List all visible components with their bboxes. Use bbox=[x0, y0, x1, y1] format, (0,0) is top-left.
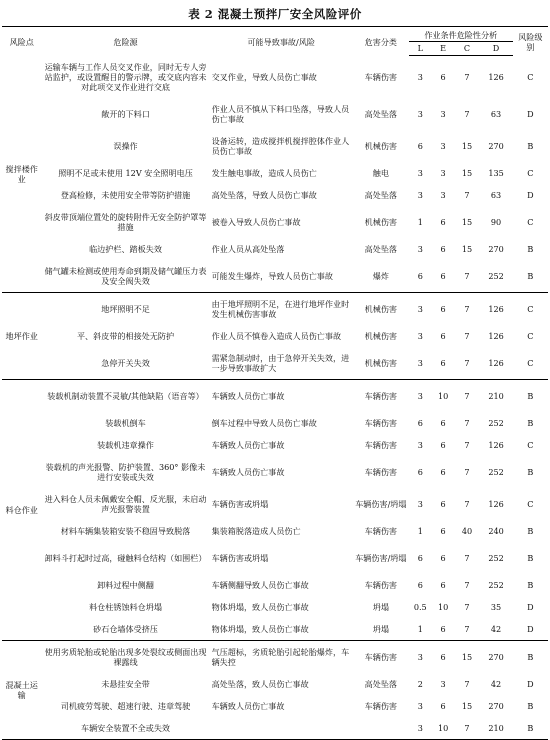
category-cell: 车辆伤害 bbox=[364, 467, 398, 478]
E-cell: 6 bbox=[440, 526, 446, 537]
table-row bbox=[2, 260, 548, 293]
E-cell: 6 bbox=[440, 217, 446, 228]
C-cell: 7 bbox=[464, 331, 470, 342]
hazard-cell: 砂石仓墙体受挤压 bbox=[41, 618, 209, 641]
L-cell: 3 bbox=[417, 190, 423, 201]
table-row bbox=[2, 380, 548, 413]
hazard-cell: 运输车辆与工作人员交叉作业，同时无专人旁站监护，或设置醒目的警示牌，或交底内容未对此项交叉作业进行交底 bbox=[44, 61, 207, 93]
table-row bbox=[2, 596, 548, 618]
table-row bbox=[2, 98, 548, 130]
risk-assessment-table bbox=[2, 26, 548, 740]
category-cell: 机械伤害 bbox=[353, 347, 409, 380]
D-cell: 135 bbox=[488, 168, 504, 179]
header-C: C bbox=[455, 42, 480, 56]
grade-cell: D bbox=[527, 109, 534, 120]
table-row bbox=[2, 56, 548, 99]
accident-cell: 需紧急制动时，由于急停开关失效，进一步导致事故扩大 bbox=[210, 347, 353, 380]
D-cell: 126 bbox=[488, 331, 504, 342]
category-cell: 车辆伤害 bbox=[364, 418, 398, 429]
C-cell: 7 bbox=[464, 440, 470, 451]
L-cell: 3 bbox=[417, 331, 423, 342]
hazard-cell: 材料车辆集装箱安装不稳固导致脱落 bbox=[60, 526, 191, 537]
grade-cell: C bbox=[513, 347, 548, 380]
accident-cell: 物体坍塌，致人员伤亡事故 bbox=[210, 618, 353, 641]
accident-cell: 可能发生爆炸，导致人员伤亡事故 bbox=[210, 260, 353, 293]
grade-cell: B bbox=[513, 717, 548, 740]
category-cell: 机械伤害 bbox=[364, 331, 398, 342]
grade-cell: D bbox=[527, 679, 534, 690]
L-cell: 3 bbox=[417, 701, 423, 712]
E-cell: 3 bbox=[440, 109, 446, 120]
category-cell: 高处坠落 bbox=[364, 109, 398, 120]
C-cell: 7 bbox=[455, 347, 480, 380]
L-cell: 3 bbox=[409, 717, 432, 740]
D-cell: 126 bbox=[488, 499, 504, 510]
hazard-cell: 装载机的声光报警、防护装置、360° 影像未进行安装或失效 bbox=[45, 462, 206, 483]
C-cell: 7 bbox=[464, 72, 470, 83]
table-row bbox=[2, 695, 548, 717]
L-cell: 6 bbox=[409, 260, 432, 293]
C-cell: 7 bbox=[464, 391, 470, 402]
D-cell: 252 bbox=[488, 580, 504, 591]
C-cell: 7 bbox=[464, 679, 470, 690]
L-cell: 6 bbox=[417, 553, 423, 564]
C-cell: 7 bbox=[464, 580, 470, 591]
D-cell: 270 bbox=[488, 141, 504, 152]
D-cell: 240 bbox=[488, 526, 504, 537]
E-cell: 10 bbox=[437, 602, 449, 613]
E-cell: 6 bbox=[440, 580, 446, 591]
accident-cell: 被卷入导致人员伤亡事故 bbox=[211, 217, 301, 228]
category-cell: 车辆伤害 bbox=[364, 71, 398, 82]
header-hazard: 危险源 bbox=[41, 27, 209, 56]
grade-cell: C bbox=[527, 304, 534, 315]
table-row bbox=[2, 574, 548, 596]
table-row bbox=[2, 162, 548, 184]
header-E: E bbox=[432, 42, 455, 56]
hazard-cell: 急停开关失效 bbox=[41, 347, 209, 380]
table-row bbox=[2, 293, 548, 326]
table-row bbox=[2, 520, 548, 542]
C-cell: 7 bbox=[464, 190, 470, 201]
header-accident: 可能导致事故/风险 bbox=[210, 27, 353, 56]
grade-cell: B bbox=[527, 418, 534, 429]
grade-cell: C bbox=[527, 217, 534, 228]
hazard-cell: 储气罐未检测或使用寿命到期及储气罐压力表及安全阀失效 bbox=[41, 260, 209, 293]
header-L: L bbox=[409, 42, 432, 56]
D-cell: 270 bbox=[488, 701, 504, 712]
L-cell: 3 bbox=[417, 440, 423, 451]
risk-area: 地坪作业 bbox=[2, 293, 41, 380]
hazard-cell: 临边护栏、踏板失效 bbox=[89, 244, 162, 255]
D-cell: 42 bbox=[490, 679, 502, 690]
C-cell: 15 bbox=[461, 168, 473, 179]
D-cell: 252 bbox=[488, 418, 504, 429]
accident-cell: 由于地坪照明不足，在进行地坪作业时发生机械伤害事故 bbox=[211, 299, 350, 320]
D-cell: 252 bbox=[488, 467, 504, 478]
risk-area: 料仓作业 bbox=[2, 380, 41, 641]
hazard-cell: 斜皮带顶端位置处的旋转附件无安全防护罩等措施 bbox=[44, 212, 207, 233]
E-cell: 6 bbox=[440, 244, 446, 255]
category-cell: 车辆伤害 bbox=[364, 440, 398, 451]
grade-cell: B bbox=[527, 526, 534, 537]
C-cell: 15 bbox=[461, 701, 473, 712]
grade-cell: C bbox=[527, 71, 534, 82]
hazard-cell: 误操作 bbox=[113, 141, 138, 152]
grade-cell: D bbox=[513, 618, 548, 641]
D-cell: 210 bbox=[488, 391, 504, 402]
accident-cell bbox=[210, 717, 353, 740]
C-cell: 7 bbox=[455, 618, 480, 641]
C-cell: 7 bbox=[455, 260, 480, 293]
table-row bbox=[2, 641, 548, 674]
table-row bbox=[2, 542, 548, 574]
category-cell: 坍塌 bbox=[353, 618, 409, 641]
table-row bbox=[2, 488, 548, 520]
table-row bbox=[2, 325, 548, 347]
L-cell: 6 bbox=[417, 418, 423, 429]
E-cell: 6 bbox=[440, 701, 446, 712]
E-cell: 10 bbox=[432, 717, 455, 740]
E-cell: 3 bbox=[440, 190, 446, 201]
D-cell: 63 bbox=[490, 109, 502, 120]
table-row bbox=[2, 673, 548, 695]
D-cell: 252 bbox=[488, 553, 504, 564]
C-cell: 7 bbox=[455, 717, 480, 740]
accident-cell: 车辆伤害或坍塌 bbox=[211, 553, 269, 564]
table-row bbox=[2, 130, 548, 162]
hazard-cell: 卸料斗打起时过高，碰触料仓结构（如围栏） bbox=[44, 553, 207, 564]
C-cell: 7 bbox=[464, 109, 470, 120]
L-cell: 3 bbox=[417, 304, 423, 315]
grade-cell: C bbox=[527, 440, 534, 451]
L-cell: 3 bbox=[417, 391, 423, 402]
D-cell: 270 bbox=[488, 244, 504, 255]
L-cell: 6 bbox=[417, 580, 423, 591]
category-cell: 机械伤害 bbox=[364, 304, 398, 315]
L-cell: 3 bbox=[417, 499, 423, 510]
accident-cell: 交叉作业，导致人员伤亡事故 bbox=[211, 71, 317, 82]
C-cell: 7 bbox=[464, 467, 470, 478]
category-cell: 车辆伤害 bbox=[364, 526, 398, 537]
L-cell: 3 bbox=[417, 244, 423, 255]
accident-cell: 车辆伤害或坍塌 bbox=[211, 499, 269, 510]
C-cell: 7 bbox=[464, 418, 470, 429]
E-cell: 6 bbox=[440, 418, 446, 429]
hazard-cell: 登高检修，未使用安全带等防护措施 bbox=[60, 190, 191, 201]
D-cell: 42 bbox=[479, 618, 512, 641]
grade-cell: B bbox=[527, 701, 534, 712]
header-analysis: 作业条件危险性分析 bbox=[409, 27, 513, 42]
hazard-cell: 未悬挂安全带 bbox=[101, 679, 150, 690]
grade-cell: D bbox=[527, 190, 534, 201]
category-cell: 机械伤害 bbox=[364, 217, 398, 228]
L-cell: 3 bbox=[417, 72, 423, 83]
hazard-cell: 平、斜皮带的相接处无防护 bbox=[76, 331, 175, 342]
table-row bbox=[2, 412, 548, 434]
D-cell: 63 bbox=[490, 190, 502, 201]
L-cell: 3 bbox=[409, 347, 432, 380]
table-row bbox=[2, 206, 548, 238]
risk-group bbox=[2, 56, 548, 293]
header-area: 风险点 bbox=[2, 27, 41, 56]
grade-cell: D bbox=[527, 602, 534, 613]
category-cell: 车辆伤害 bbox=[364, 652, 398, 663]
E-cell: 6 bbox=[440, 553, 446, 564]
C-cell: 7 bbox=[464, 553, 470, 564]
hazard-cell: 车辆安全装置不全或失效 bbox=[41, 717, 209, 740]
table-row bbox=[2, 434, 548, 456]
grade-cell: B bbox=[527, 467, 534, 478]
E-cell: 10 bbox=[437, 391, 449, 402]
E-cell: 6 bbox=[440, 331, 446, 342]
E-cell: 6 bbox=[432, 618, 455, 641]
C-cell: 40 bbox=[461, 526, 473, 537]
L-cell: 3 bbox=[417, 652, 423, 663]
hazard-cell: 料仓柱锈蚀料仓坍塌 bbox=[89, 602, 162, 613]
E-cell: 6 bbox=[440, 304, 446, 315]
header-category: 危害分类 bbox=[353, 27, 409, 56]
D-cell: 210 bbox=[479, 717, 512, 740]
hazard-cell: 使用劣质轮胎或轮胎出现多处裂纹或侧面出现裸露线 bbox=[44, 647, 207, 668]
grade-cell: B bbox=[527, 553, 534, 564]
grade-cell: B bbox=[527, 652, 534, 663]
L-cell: 3 bbox=[417, 168, 423, 179]
E-cell: 6 bbox=[440, 440, 446, 451]
grade-cell: C bbox=[527, 331, 534, 342]
E-cell: 6 bbox=[440, 652, 446, 663]
C-cell: 15 bbox=[461, 217, 473, 228]
accident-cell: 倒车过程中导致人员伤亡事故 bbox=[211, 418, 317, 429]
category-cell: 机械伤害 bbox=[364, 141, 398, 152]
E-cell: 6 bbox=[432, 260, 455, 293]
E-cell: 3 bbox=[440, 679, 446, 690]
category-cell: 高处坠落 bbox=[364, 679, 398, 690]
table-row bbox=[2, 456, 548, 488]
L-cell: 6 bbox=[417, 467, 423, 478]
accident-cell: 高处坠落，导致人员伤亡事故 bbox=[211, 190, 317, 201]
accident-cell: 车辆致人员伤亡事故 bbox=[211, 467, 285, 478]
C-cell: 7 bbox=[464, 499, 470, 510]
E-cell: 6 bbox=[432, 347, 455, 380]
category-cell: 车辆伤害 bbox=[364, 580, 398, 591]
hazard-cell: 装载机制动装置不灵敏/其他缺陷（语音等） bbox=[47, 391, 204, 402]
category-cell: 高处坠落 bbox=[364, 244, 398, 255]
D-cell: 126 bbox=[488, 72, 504, 83]
risk-area: 混凝土运输 bbox=[2, 641, 41, 740]
category-cell: 爆炸 bbox=[353, 260, 409, 293]
category-cell: 车辆伤害/坍塌 bbox=[355, 553, 407, 564]
C-cell: 7 bbox=[464, 602, 470, 613]
table-row bbox=[2, 238, 548, 260]
L-cell: 1 bbox=[417, 217, 423, 228]
table-caption: 表 2 混凝土预拌厂安全风险评价 bbox=[188, 7, 362, 21]
accident-cell: 车辆致人员伤亡事故 bbox=[211, 391, 285, 402]
grade-cell: B bbox=[527, 244, 534, 255]
accident-cell: 车辆侧翻导致人员伤亡事故 bbox=[211, 580, 309, 591]
accident-cell: 物体坍塌，致人员伤亡事故 bbox=[211, 602, 309, 613]
E-cell: 6 bbox=[440, 72, 446, 83]
risk-group bbox=[2, 641, 548, 740]
category-cell: 坍塌 bbox=[372, 602, 389, 613]
C-cell: 15 bbox=[461, 244, 473, 255]
C-cell: 15 bbox=[461, 652, 473, 663]
grade-cell: C bbox=[527, 168, 534, 179]
table-row bbox=[2, 618, 548, 641]
D-cell: 90 bbox=[490, 217, 502, 228]
risk-area: 搅拌楼作业 bbox=[2, 56, 41, 293]
accident-cell: 集装箱脱落造成人员伤亡 bbox=[211, 526, 301, 537]
hazard-cell: 司机疲劳驾驶、超速行驶、违章驾驶 bbox=[60, 701, 191, 712]
table-row bbox=[2, 717, 548, 740]
hazard-cell: 照明不足或未使用 12V 安全照明电压 bbox=[58, 168, 193, 179]
grade-cell: B bbox=[527, 391, 534, 402]
accident-cell: 作业人员不慎卷入造成人员伤亡事故 bbox=[211, 331, 342, 342]
D-cell: 252 bbox=[479, 260, 512, 293]
C-cell: 15 bbox=[461, 141, 473, 152]
grade-cell: B bbox=[527, 580, 534, 591]
hazard-cell: 地坪照明不足 bbox=[101, 304, 150, 315]
category-cell: 高处坠落 bbox=[364, 190, 398, 201]
L-cell: 0.5 bbox=[413, 602, 427, 613]
category-cell: 车辆伤害 bbox=[364, 701, 398, 712]
D-cell: 126 bbox=[488, 440, 504, 451]
header-D: D bbox=[479, 42, 512, 56]
hazard-cell: 装载机倒车 bbox=[105, 418, 146, 429]
accident-cell: 发生触电事故，造成人员伤亡 bbox=[211, 168, 317, 179]
E-cell: 3 bbox=[440, 168, 446, 179]
hazard-cell: 卸料过程中侧翻 bbox=[97, 580, 154, 591]
hazard-cell: 装载机违章操作 bbox=[97, 440, 154, 451]
accident-cell: 设备运转，造成搅拌机搅拌腔体作业人员伤亡事故 bbox=[211, 136, 350, 157]
L-cell: 3 bbox=[417, 109, 423, 120]
L-cell: 1 bbox=[409, 618, 432, 641]
C-cell: 7 bbox=[464, 304, 470, 315]
accident-cell: 车辆致人员伤亡事故 bbox=[211, 701, 285, 712]
category-cell: 车辆伤害/坍塌 bbox=[355, 499, 407, 510]
D-cell: 126 bbox=[488, 304, 504, 315]
category-cell: 触电 bbox=[372, 168, 389, 179]
accident-cell: 高处坠落，致人员伤亡事故 bbox=[211, 679, 309, 690]
E-cell: 3 bbox=[440, 141, 446, 152]
category-cell: 车辆伤害 bbox=[364, 391, 398, 402]
risk-group bbox=[2, 293, 548, 380]
L-cell: 6 bbox=[417, 141, 423, 152]
accident-cell: 作业人员从高处坠落 bbox=[211, 244, 285, 255]
table-row bbox=[2, 347, 548, 380]
grade-cell: B bbox=[513, 260, 548, 293]
hazard-cell: 敞开的下料口 bbox=[101, 109, 150, 120]
category-cell bbox=[353, 717, 409, 740]
L-cell: 2 bbox=[417, 679, 423, 690]
hazard-cell: 进入料仓人员未佩戴安全帽、反光服，未启动声光报警装置 bbox=[44, 494, 207, 515]
risk-group bbox=[2, 380, 548, 641]
accident-cell: 车辆致人员伤亡事故 bbox=[211, 440, 285, 451]
D-cell: 270 bbox=[488, 652, 504, 663]
E-cell: 6 bbox=[440, 467, 446, 478]
header-grade: 风险级别 bbox=[513, 27, 548, 56]
accident-cell: 作业人员不慎从下料口坠落，导致人员伤亡事故 bbox=[211, 104, 350, 125]
D-cell: 35 bbox=[490, 602, 502, 613]
E-cell: 6 bbox=[440, 499, 446, 510]
table-row bbox=[2, 184, 548, 206]
grade-cell: B bbox=[527, 141, 534, 152]
D-cell: 126 bbox=[479, 347, 512, 380]
grade-cell: C bbox=[527, 499, 534, 510]
L-cell: 1 bbox=[417, 526, 423, 537]
accident-cell: 气压超标，劣质轮胎引起轮胎爆炸，车辆失控 bbox=[211, 647, 350, 668]
